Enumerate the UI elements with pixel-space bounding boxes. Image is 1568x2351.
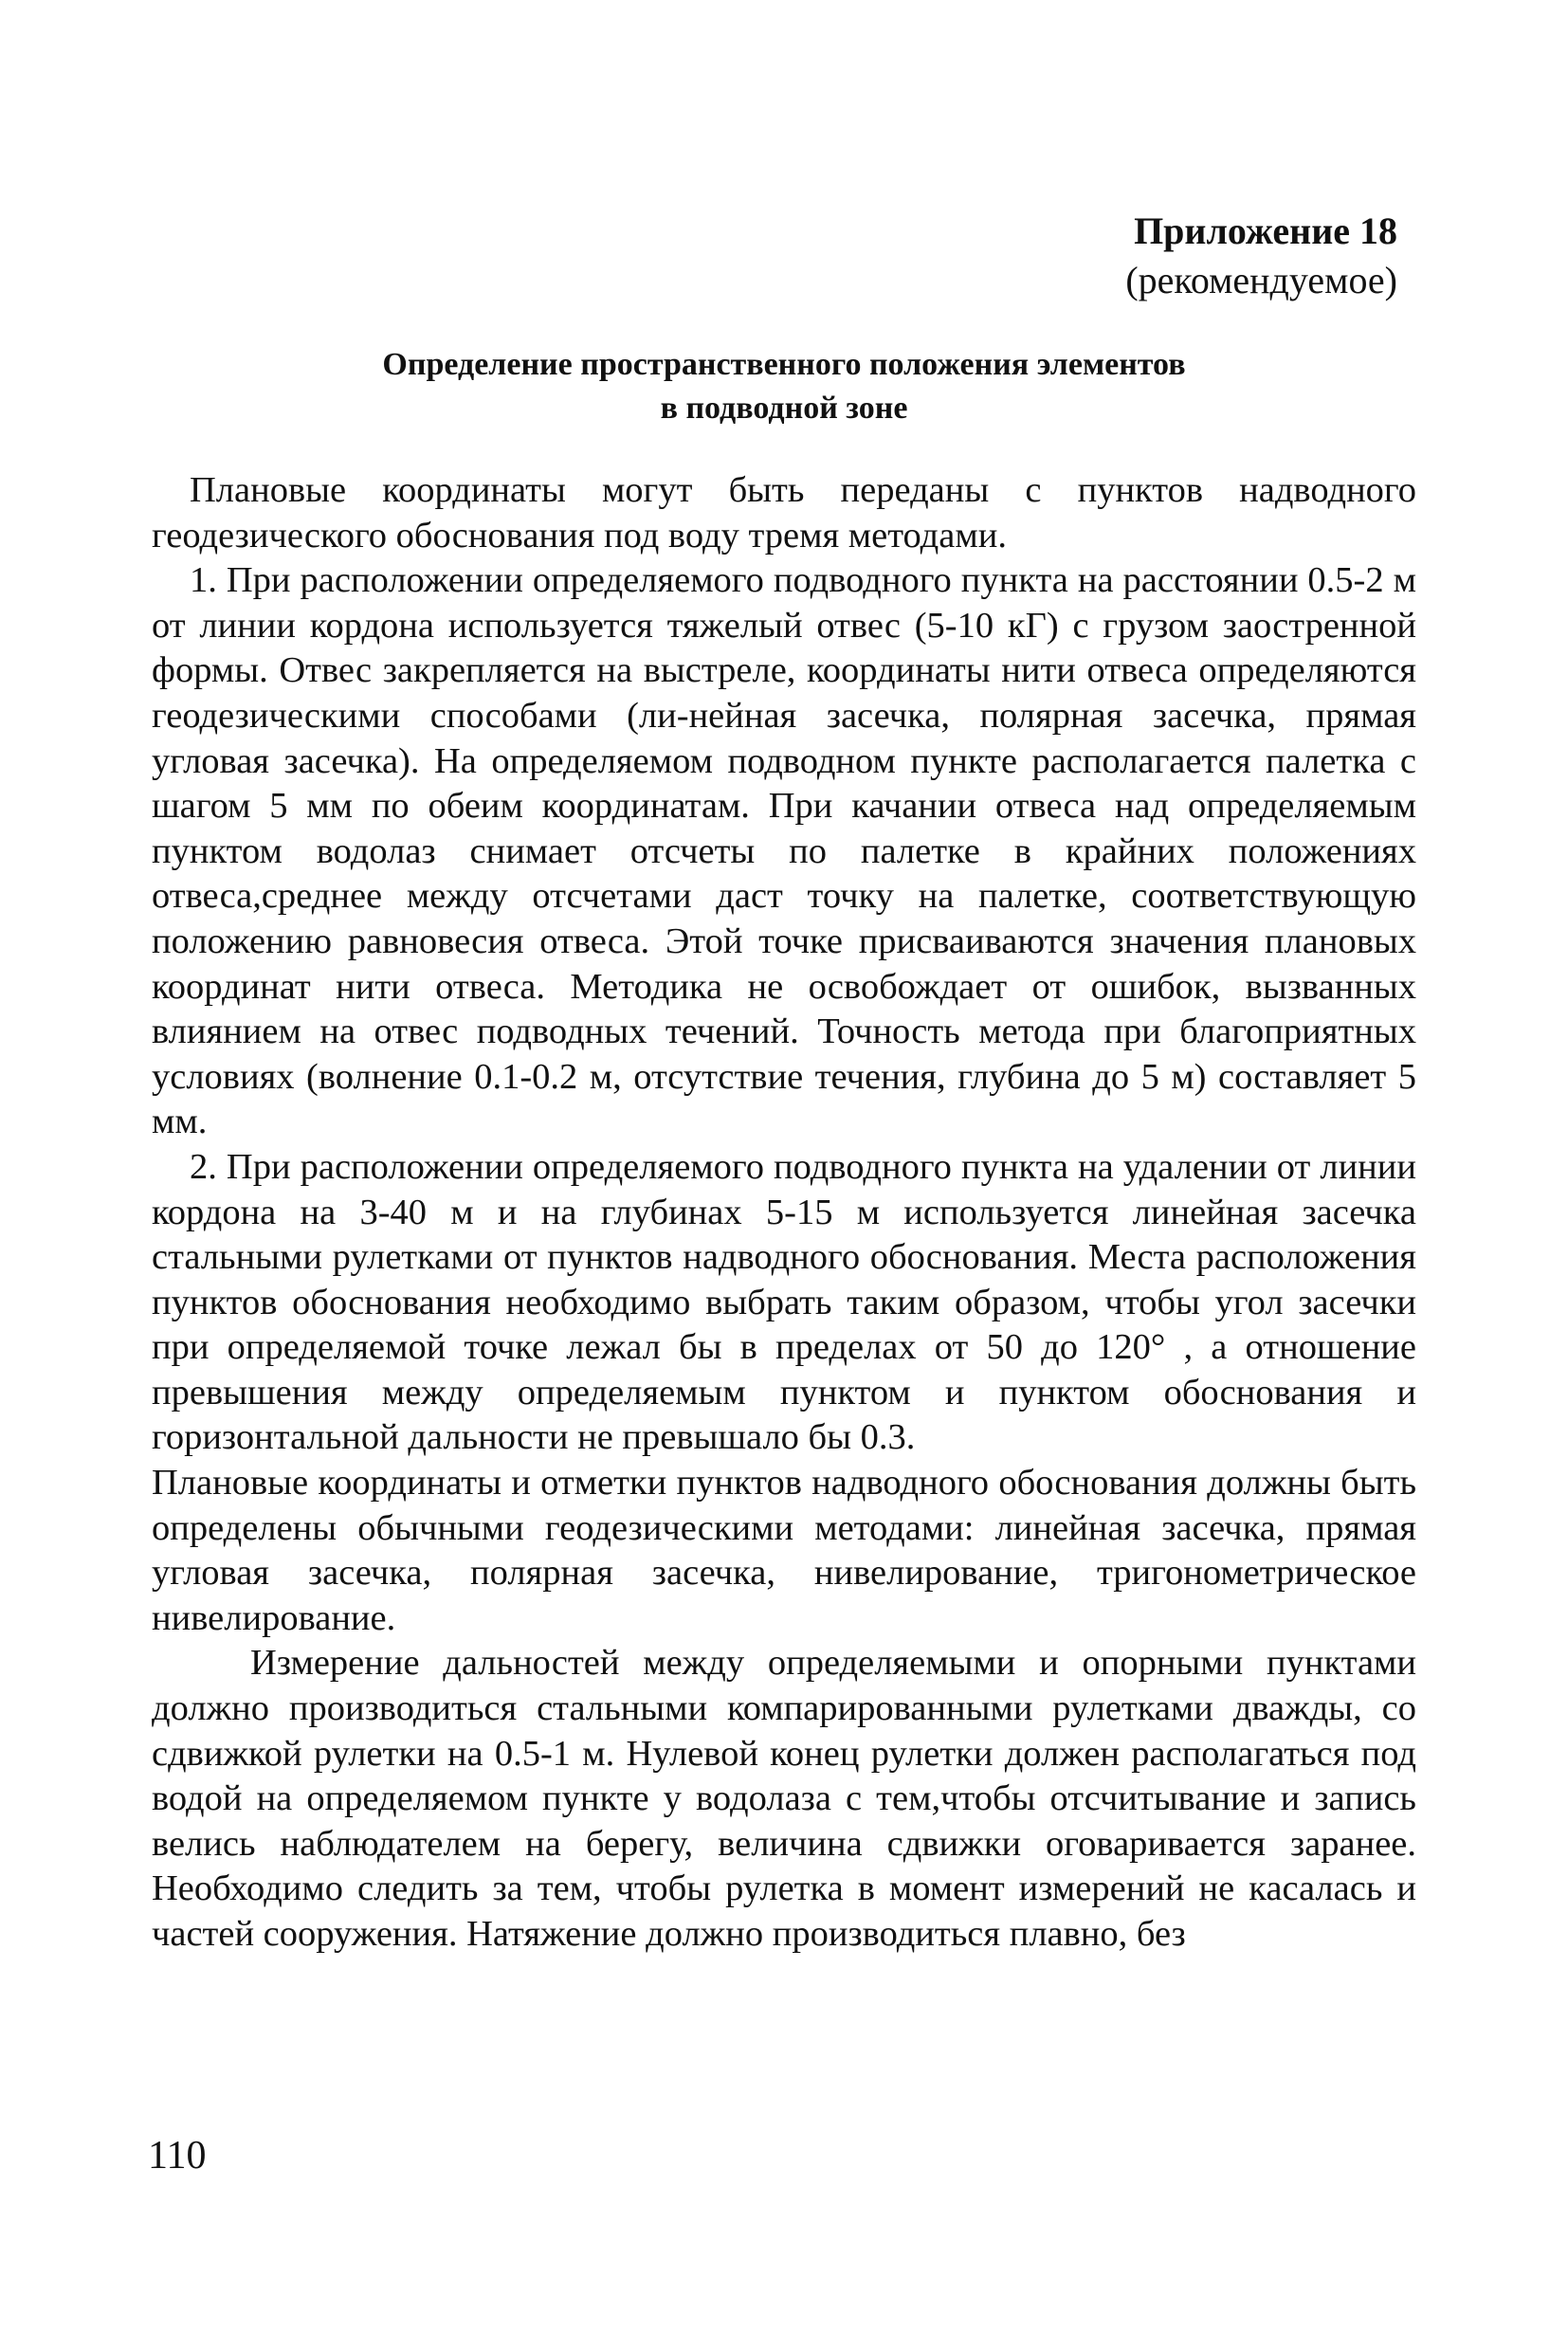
paragraph-intro: Плановые координаты могут быть переданы с пунктов надводного геодезического обоснования под воду тремя методами. <box>152 470 1416 556</box>
section-title-line-1: Определение пространственного положения элементов <box>382 347 1186 382</box>
appendix-header <box>1125 207 1397 305</box>
paragraph-measurement: Измерение дальностей между определяемыми и опорными пунктами должно производиться стальными компарированными рулетками дважды, со сдвижкой рулетки на 0.5-1 м. Нулевой конец рулетки должен располагаться под водой на определяемом пункте у водолаза с тем,чтобы отсчитывание и запись велись наблюдателем на берегу, величина сдвижки оговаривается заранее. Необходимо следить за тем, чтобы рулетка в момент измерений не касалась и частей сооружения. Натяжение должно производиться плавно, без <box>152 1643 1416 1954</box>
section-title-line-2: в подводной зоне <box>660 391 908 426</box>
appendix-status: (рекомендуемое) <box>1125 259 1397 301</box>
body-text <box>152 468 1416 1958</box>
paragraph-method-1: 1. При расположении определяемого подводного пункта на расстоянии 0.5-2 м от линии кордона используется тяжелый отвес (5-10 кГ) с грузом заостренной формы. Отвес закрепляется на выстреле, координаты нити отвеса определяются геодезическими способами (ли-нейная засечка, полярная засечка, прямая угловая засечка). На определяемом подводном пункте располагается палетка с шагом 5 мм по обеим координатам. При качании отвеса над определяемым пунктом водолаз снимает отсчеты по палетке в крайних положениях отвеса,среднее между отсчетами даст точку на палетке, соответствующую положению равновесия отвеса. Этой точке присваиваются значения плановых координат нити отвеса. Методика не освобождает от ошибок, вызванных влиянием на отвес подводных течений. Точность метода при благоприятных условиях (волнение 0.1-0.2 м, отсутствие течения, глубина до 5 м) составляет 5 мм. <box>152 560 1416 1142</box>
page-number: 110 <box>148 2134 207 2178</box>
appendix-number: 18 <box>1359 210 1397 252</box>
paragraph-method-2: 2. При расположении определяемого подводного пункта на удалении от линии кордона на 3-40 м и на глубинах 5-15 м используется линейная засечка стальными рулетками от пунктов надводного обоснования. Места расположения пунктов обоснования необходимо выбрать таким образом, чтобы угол засечки при определяемой точке лежал бы в пределах от 50 до 120° , а отношение превышения между определяемым пунктом и пунктом обоснования и горизонтальной дальности не превышало бы 0.3. <box>152 1146 1416 1458</box>
section-title <box>152 343 1416 430</box>
paragraph-coordinates: Плановые координаты и отметки пунктов надводного обоснования должны быть определены обычными геодезическими методами: линейная засечка, прямая угловая засечка, полярная засечка, нивелирование, тригонометрическое нивелирование. <box>152 1463 1416 1638</box>
appendix-label: Приложение <box>1134 210 1350 252</box>
